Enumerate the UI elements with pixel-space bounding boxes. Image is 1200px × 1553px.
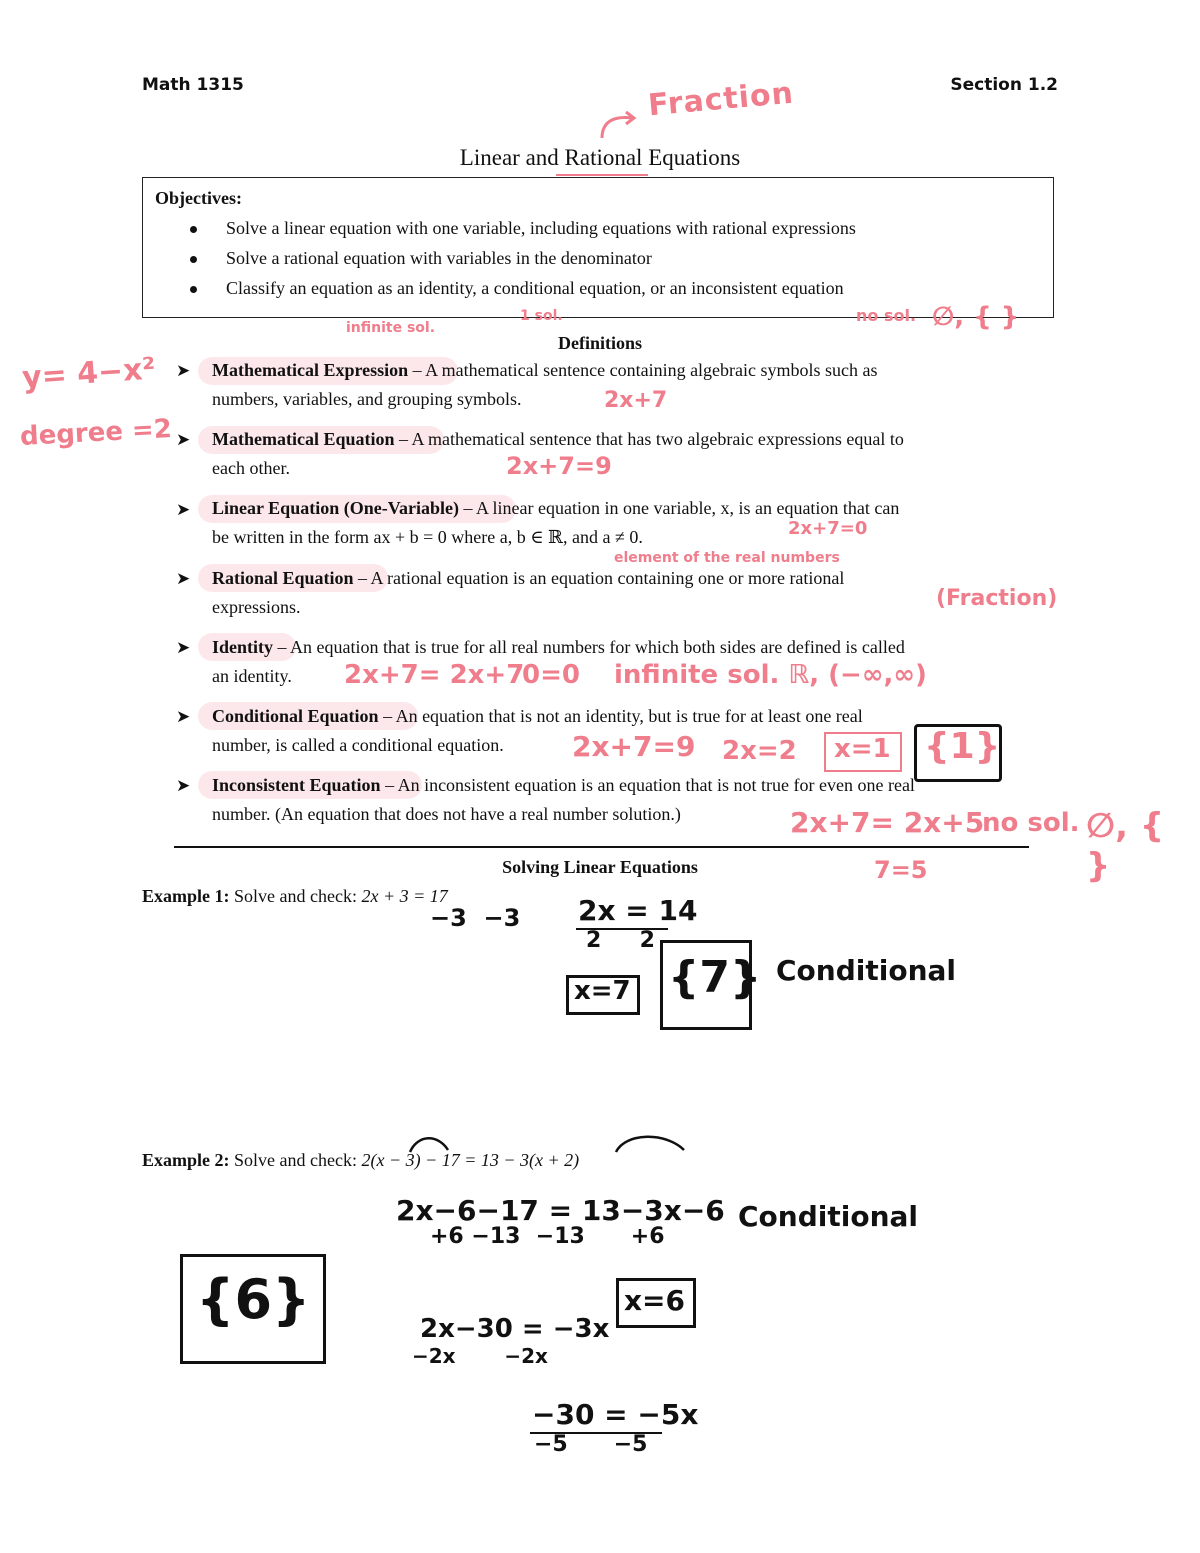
handwritten-empty-set-note: ∅, { }	[932, 302, 1020, 332]
arrow-bullet-icon: ➤	[176, 500, 191, 520]
definition-text: number, is called a conditional equation.	[212, 735, 504, 755]
handwritten-ex2-line6: −5 −5	[534, 1432, 648, 1457]
handwritten-fraction-note: Fraction	[646, 75, 796, 124]
handwritten-linear-example: 2x+7=0	[788, 518, 868, 539]
section-heading: Solving Linear Equations	[502, 857, 698, 877]
objective-item: Solve a rational equation with variables in the denominator	[226, 248, 652, 268]
handwritten-identity-solution: infinite sol. ℝ, (−∞,∞)	[614, 660, 927, 690]
handwritten-ex2-line4: −2x −2x	[412, 1344, 548, 1368]
definition-term: Conditional Equation	[212, 706, 379, 726]
handwritten-margin-function: y= 4−x²	[20, 351, 157, 396]
handwritten-infinite-note: infinite sol.	[346, 320, 436, 336]
definition-term: Mathematical Equation	[212, 429, 395, 449]
definition-text: an identity.	[212, 666, 292, 686]
bullet-icon	[190, 286, 197, 293]
handwritten-identity-example: 2x+7= 2x+7	[344, 660, 525, 690]
example-equation: 2x + 3 = 17	[361, 886, 448, 906]
definition-line	[212, 637, 905, 658]
handwritten-ex2-line1: 2x−6−17 = 13−3x−6	[396, 1194, 725, 1227]
definition-term: Mathematical Expression	[212, 360, 409, 380]
definition-text: – A mathematical sentence containing algebraic symbols such as	[408, 360, 878, 380]
handwritten-conditional-example: 2x+7=9	[572, 730, 696, 763]
arrow-bullet-icon: ➤	[176, 638, 191, 658]
handwritten-inconsistent-example: 2x+7= 2x+5	[790, 806, 985, 839]
example-equation: 2(x − 3) − 17 = 13 − 3(x + 2)	[361, 1150, 580, 1170]
definition-text: be written in the form ax + b = 0 where a, b ∈ ℝ, and a ≠ 0.	[212, 527, 643, 547]
handwritten-ex1-classification: Conditional	[776, 954, 957, 987]
handwritten-ex1-subtract: −3 −3	[430, 904, 521, 932]
handwritten-equation-example: 2x+7=9	[506, 452, 612, 480]
handwritten-ex2-line2: +6 −13 −13 +6	[430, 1224, 665, 1249]
definitions-heading: Definitions	[557, 333, 642, 353]
objective-item: Solve a linear equation with one variable, including equations with rational expressions	[226, 218, 856, 238]
handwritten-ex2-line3: 2x−30 = −3x	[420, 1314, 610, 1344]
handwritten-inconsistent-set: ∅, { }	[1086, 806, 1165, 886]
objectives-heading: Objectives:	[155, 188, 242, 208]
handwritten-fraction-note-2: (Fraction)	[936, 586, 1058, 611]
handwritten-ex1-answer: x=7	[574, 976, 631, 1006]
example-1-prompt	[142, 886, 448, 907]
handwritten-conditional-answer: x=1	[834, 734, 891, 764]
example-instruction: Solve and check:	[234, 1150, 357, 1170]
arrow-bullet-icon: ➤	[176, 707, 191, 727]
handwritten-ex2-line5: −30 = −5x	[532, 1398, 699, 1431]
definition-line	[212, 360, 878, 381]
example-label: Example 1:	[142, 886, 230, 906]
handwritten-conditional-step: 2x=2	[722, 736, 797, 766]
example-label: Example 2:	[142, 1150, 230, 1170]
page-title: Linear and Rational Equations	[459, 145, 741, 170]
section-label: Section 1.2	[950, 75, 1058, 95]
arrow-bullet-icon: ➤	[176, 361, 191, 381]
handwritten-ex1-step-top: 2x = 14	[578, 894, 698, 927]
objective-item: Classify an equation as an identity, a conditional equation, or an inconsistent equation	[226, 278, 844, 298]
handwritten-expression-example: 2x+7	[604, 388, 668, 413]
definition-line	[212, 775, 915, 796]
definition-line	[212, 429, 904, 450]
handwritten-ex1-step-bottom: 2 2	[586, 928, 655, 953]
handwritten-ex1-set: {7}	[668, 952, 762, 1003]
definition-text: – An equation that is not an identity, but is true for at least one real	[378, 706, 863, 726]
definition-text: numbers, variables, and grouping symbols.	[212, 389, 522, 409]
definition-term: Rational Equation	[212, 568, 354, 588]
handwritten-ex2-classification: Conditional	[738, 1200, 919, 1233]
handwritten-inconsistent-result: 7=5	[874, 856, 928, 884]
course-label: Math 1315	[142, 75, 244, 95]
definition-term: Identity	[212, 637, 274, 657]
section-divider	[174, 846, 1029, 848]
bullet-icon	[190, 256, 197, 263]
handwritten-identity-zero: 0=0	[522, 660, 580, 690]
definition-text: – A rational equation is an equation containing one or more rational	[353, 568, 845, 588]
definition-text: each other.	[212, 458, 290, 478]
definition-text: – An equation that is true for all real numbers for which both sides are defined is called	[273, 637, 905, 657]
definition-line	[212, 706, 863, 727]
curved-arrow-icon	[596, 108, 640, 142]
handwritten-margin-degree: degree =2	[19, 414, 173, 452]
definition-text: expressions.	[212, 597, 301, 617]
example-instruction: Solve and check:	[234, 886, 357, 906]
definition-term: Inconsistent Equation	[212, 775, 381, 795]
definition-line	[212, 568, 844, 589]
handwritten-no-sol-note: no sol.	[856, 306, 917, 325]
rational-underline	[556, 174, 648, 176]
handwritten-inconsistent-nosol: no sol.	[982, 808, 1080, 838]
bullet-icon	[190, 226, 197, 233]
distribution-arcs-icon	[404, 1130, 694, 1156]
definition-line	[212, 498, 899, 519]
definition-text: – A mathematical sentence that has two algebraic expressions equal to	[394, 429, 904, 449]
definition-text: number. (An equation that does not have a real number solution.)	[212, 804, 681, 824]
handwritten-ex2-set: {6}	[196, 1268, 311, 1331]
definition-text: – A linear equation in one variable, x, is an equation that can	[459, 498, 900, 518]
handwritten-ex2-answer: x=6	[624, 1284, 686, 1317]
definition-term: Linear Equation (One-Variable)	[212, 498, 460, 518]
arrow-bullet-icon: ➤	[176, 569, 191, 589]
handwritten-one-sol-note: 1 sol.	[520, 308, 563, 324]
handwritten-conditional-set: {1}	[924, 726, 1001, 767]
arrow-bullet-icon: ➤	[176, 430, 191, 450]
arrow-bullet-icon: ➤	[176, 776, 191, 796]
handwritten-element-note: element of the real numbers	[614, 550, 840, 566]
definition-text: – An inconsistent equation is an equation that is not true for even one real	[380, 775, 915, 795]
